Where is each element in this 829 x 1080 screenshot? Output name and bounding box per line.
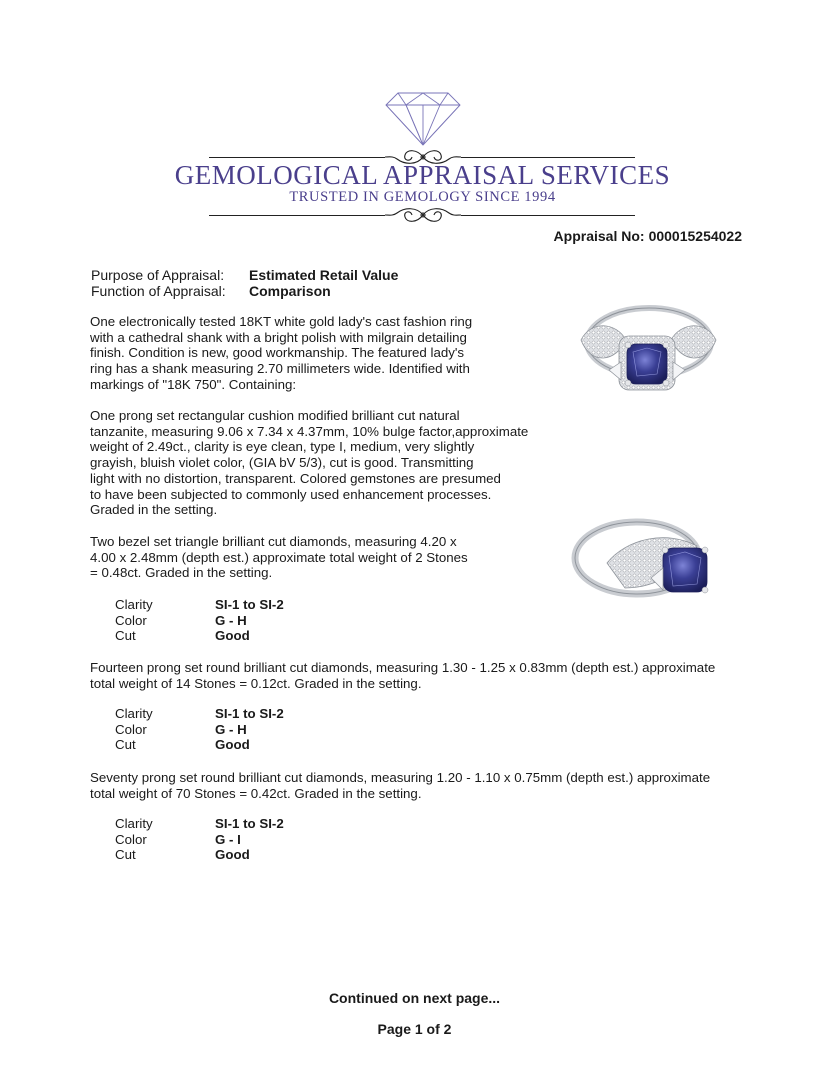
clarity-value: SI-1 to SI-2: [215, 597, 284, 612]
color-label: Color: [115, 612, 147, 628]
cut-label: Cut: [115, 628, 136, 644]
fourteen-diamonds-description: Fourteen prong set round brilliant cut diamonds, measuring 1.30 - 1.25 x 0.83mm (depth est.) approximate total weight of 14 Stones = 0.12ct. Graded in the setting.: [90, 660, 716, 691]
triangle-diamonds-description: Two bezel set triangle brilliant cut diamonds, measuring 4.20 x 4.00 x 2.48mm (depth est.) approximate total weight of 2 Stones = 0.48ct. Graded in the setting.: [90, 534, 468, 581]
color-label: Color: [115, 831, 147, 847]
color-label: Color: [115, 721, 147, 737]
cut-label: Cut: [115, 847, 136, 863]
diamond-logo-icon: [384, 91, 462, 147]
page-number: Page 1 of 2: [377, 1021, 452, 1037]
header-rule-bottom-right: [461, 215, 635, 216]
function-label: Function of Appraisal:: [91, 283, 226, 299]
ring-photo-top-view: [571, 300, 721, 410]
function-value: Comparison: [249, 283, 331, 299]
scroll-ornament-icon: [383, 204, 463, 226]
color-value: G - I: [215, 831, 241, 847]
color-value: G - H: [215, 612, 247, 628]
clarity-label: Clarity: [115, 816, 153, 831]
seventy-diamonds-description: Seventy prong set round brilliant cut diamonds, measuring 1.20 - 1.10 x 0.75mm (depth est.) approximate total weight of 70 Stones = 0.42ct. Graded in the setting.: [90, 770, 711, 801]
ring-description: One electronically tested 18KT white gold lady's cast fashion ring with a cathedral shank with a bright polish with milgrain detailing finish. Condition is new, good workmanship. The featured lady's ring has a shank measuring 2.70 millimeters wide. Identified with markings of "18K 750". Containing:: [90, 314, 473, 392]
tanzanite-description: One prong set rectangular cushion modified brilliant cut natural tanzanite, measuring 9.06 x 7.34 x 4.37mm, 10% bulge factor,approximate weight of 2.49ct., clarity is eye clean, type I, medium, very slightly grayish, bluish violet color, (GIA bV 5/3), cut is good. Transmitting light with no distortion, transparent. Colored gemstones are presumed to have been subjected to commonly used enhancement processes. Graded in the setting.: [90, 408, 529, 518]
cut-label: Cut: [115, 737, 136, 753]
appraisal-number: [554, 228, 742, 244]
purpose-value: Estimated Retail Value: [249, 267, 399, 283]
company-name: GEMOLOGICAL APPRAISAL SERVICES: [174, 160, 671, 190]
clarity-label: Clarity: [115, 597, 153, 612]
appraisal-number-label: Appraisal No:: [553, 228, 645, 244]
cut-value: Good: [215, 737, 250, 753]
appraisal-number-value: 000015254022: [648, 228, 742, 244]
header-rule-top-left: [209, 157, 385, 158]
color-value: G - H: [215, 721, 247, 737]
company-tagline: TRUSTED IN GEMOLOGY SINCE 1994: [289, 189, 556, 205]
clarity-value: SI-1 to SI-2: [215, 706, 284, 721]
header-rule-bottom-left: [209, 215, 385, 216]
cut-value: Good: [215, 628, 250, 644]
ring-photo-angled-view: [567, 508, 727, 608]
header-rule-top-right: [461, 157, 635, 158]
purpose-label: Purpose of Appraisal:: [91, 267, 225, 283]
cut-value: Good: [215, 847, 250, 863]
continued-note: Continued on next page...: [328, 990, 501, 1006]
clarity-label: Clarity: [115, 706, 153, 721]
clarity-value: SI-1 to SI-2: [215, 816, 284, 831]
